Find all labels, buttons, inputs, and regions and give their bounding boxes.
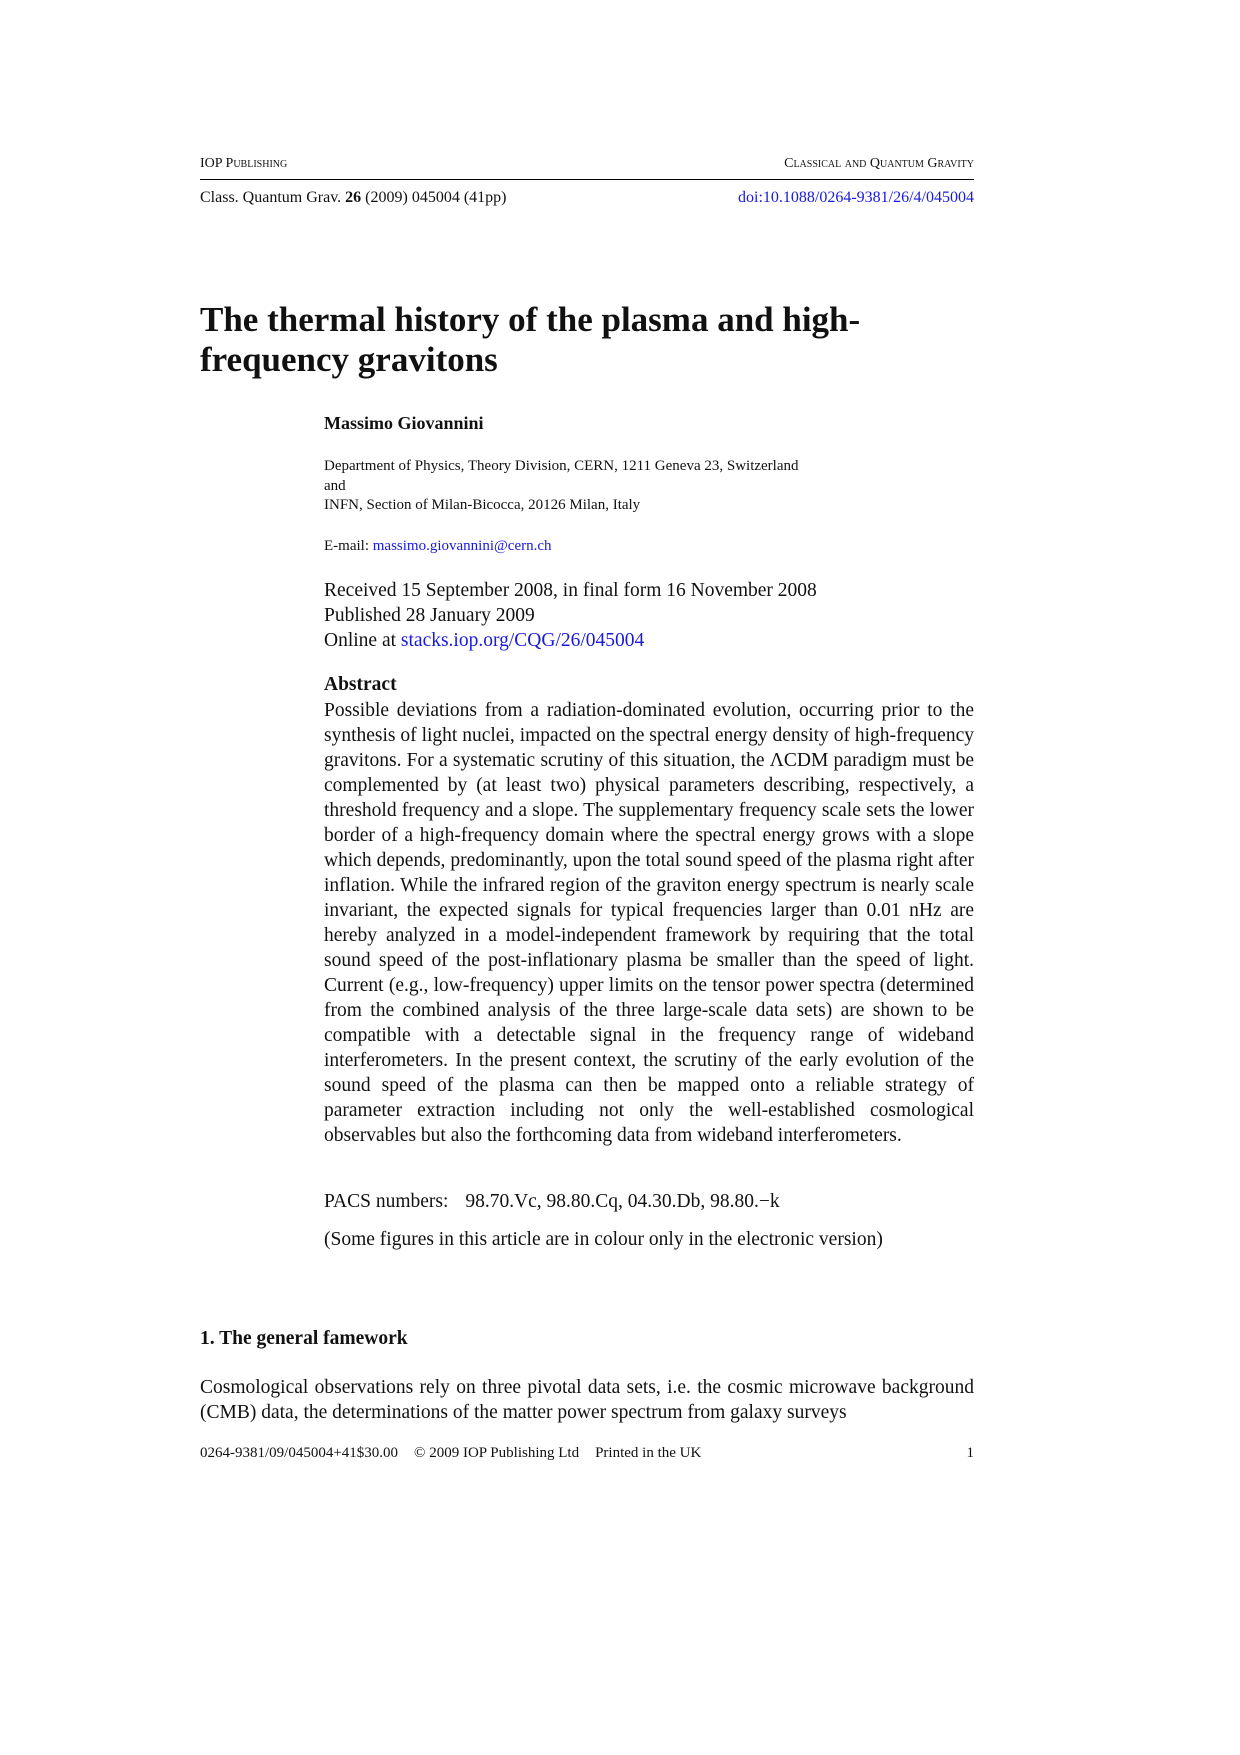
publication-dates — [324, 578, 817, 653]
author-name: Massimo Giovannini — [324, 413, 484, 433]
pacs-values: 98.70.Vc, 98.80.Cq, 04.30.Db, 98.80.−k — [465, 1191, 780, 1212]
affiliation-and: and — [324, 477, 346, 494]
online-label: Online at — [324, 630, 397, 651]
abstract-heading: Abstract — [324, 674, 397, 695]
colour-note: (Some figures in this article are in colour only in the electronic version) — [324, 1229, 883, 1250]
footer-copyright: © 2009 IOP Publishing Ltd — [414, 1445, 580, 1461]
section-text: Cosmological observations rely on three pivotal data sets, i.e. the cosmic microwave background (CMB) data, the determinations of the matter power spectrum from galaxy surveys — [200, 1377, 974, 1423]
citation-volume: 26 — [345, 189, 362, 206]
journal-name: Classical and Quantum Gravity — [784, 156, 974, 171]
abstract-text: Possible deviations from a radiation-dominated evolution, occurring prior to the synthesis of light nuclei, impacted on the spectral energy density of high-frequency gravitons. For a systematic scrutiny of this situation, the ΛCDM paradigm must be complemented by (at least two) physical parameters describing, respectively, a threshold frequency and a slope. The supplementary frequency scale sets the lower border of a high-frequency domain where the spectral energy grows with a slope which depends, predominantly, upon the total sound speed of the plasma right after inflation. While the infrared region of the graviton energy spectrum is nearly scale invariant, the expected signals for typical frequencies larger than 0.01 nHz are hereby analyzed in a model-independent framework by requiring that the total sound speed of the post-inflationary plasma be smaller than the speed of light. Current (e.g., low-frequency) upper limits on the tensor power spectra (determined from the combined analysis of the three large-scale data sets) are shown to be compatible with a detectable signal in the frequency range of wideband interferometers. In the present context, the scrutiny of the early evolution of the sound speed of the plasma can then be mapped onto a reliable strategy of parameter extraction including not only the well-established cosmological observables but also the forthcoming data from wideband interferometers. — [324, 700, 974, 1146]
citation-details: (2009) 045004 (41pp) — [365, 189, 507, 206]
section-heading: 1. The general famework — [200, 1328, 408, 1349]
affiliation-infn: INFN, Section of Milan-Bicocca, 20126 Milan, Italy — [324, 497, 641, 513]
published-date: Published 28 January 2009 — [324, 605, 535, 626]
online-link[interactable]: stacks.iop.org/CQG/26/045004 — [400, 630, 645, 651]
pacs-line — [324, 1191, 780, 1213]
affiliation-cern: Department of Physics, Theory Division, CERN, 1211 Geneva 23, Switzerland — [324, 458, 799, 474]
email-label: E-mail: — [324, 538, 369, 554]
header-rule — [200, 179, 974, 180]
paper-title: The thermal history of the plasma and high-frequency gravitons — [200, 300, 861, 379]
pacs-label: PACS numbers: — [324, 1191, 449, 1212]
citation-line — [200, 189, 506, 207]
received-date: Received 15 September 2008, in final form 16 November 2008 — [324, 580, 817, 601]
footer-info — [200, 1445, 701, 1462]
citation-journal: Class. Quantum Grav. — [200, 189, 342, 206]
online-line — [324, 628, 817, 653]
footer-printed: Printed in the UK — [595, 1445, 702, 1461]
doi-link[interactable]: doi:10.1088/0264-9381/26/4/045004 — [738, 189, 974, 206]
publisher-name: IOP Publishing — [200, 156, 288, 171]
affiliations — [324, 457, 944, 516]
email-link[interactable]: massimo.giovannini@cern.ch — [372, 538, 552, 554]
email-line — [324, 538, 552, 555]
page-number: 1 — [966, 1445, 974, 1461]
footer-code: 0264-9381/09/045004+41$30.00 — [200, 1445, 399, 1461]
